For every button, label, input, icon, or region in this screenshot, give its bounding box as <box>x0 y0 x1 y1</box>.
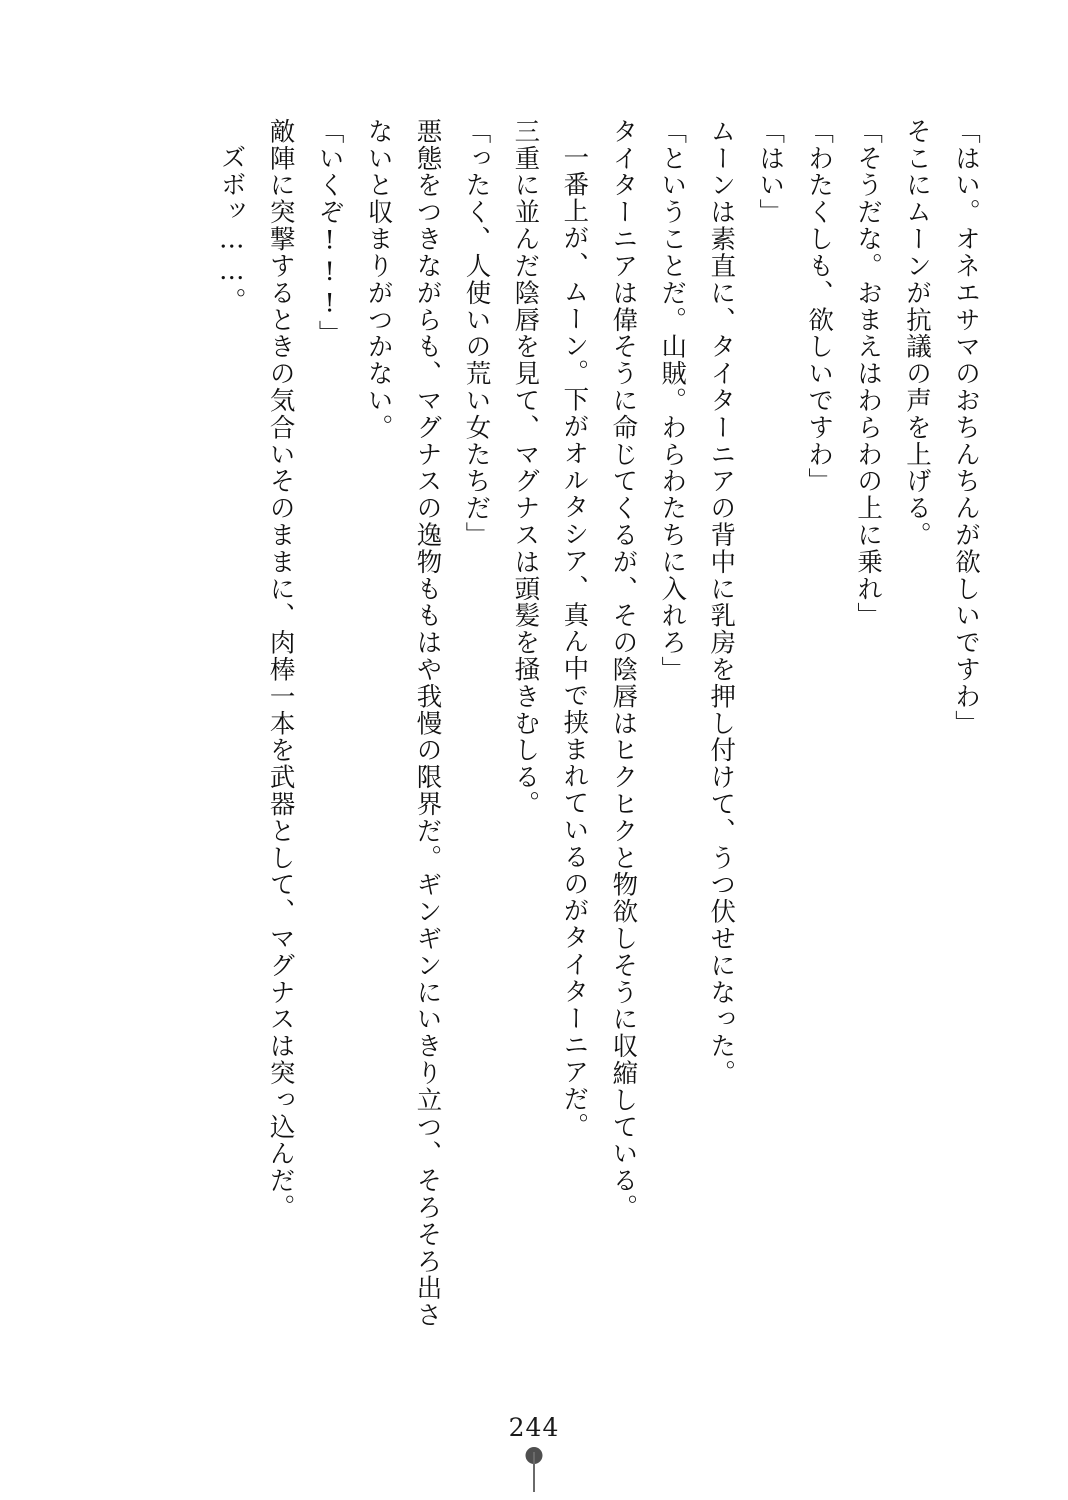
text-line: 敵陣に突撃するときの気合いそのままに、肉棒一本を武器として、マグナスは突っ込んだ。 <box>265 118 296 1222</box>
page-number: 244 <box>508 1413 560 1442</box>
text-line: 「はい」 <box>755 118 786 226</box>
body-text <box>130 118 990 1333</box>
text-line: 一番上が、ムーン。下がオルタシア、真ん中で挟まれているのがタイターニアだ。 <box>559 143 590 1139</box>
text-line: そこにムーンが抗議の声を上げる。 <box>902 118 933 549</box>
text-line: 「いくぞ!!!」 <box>314 118 345 347</box>
text-line: 「そうだな。おまえはわらわの上に乗れ」 <box>853 118 884 630</box>
text-line: ズボッ……。 <box>216 143 247 314</box>
text-line: タイターニアは偉そうに命じてくるが、その陰唇はヒクヒクと物欲しそうに収縮している。 <box>608 118 639 1222</box>
text-line: 「ということだ。山賊。わらわたちに入れろ」 <box>657 118 688 683</box>
text-line: 「はい。オネエサマのおちんちんが欲しいですわ」 <box>951 118 981 737</box>
text-line: 三重に並んだ陰唇を見て、マグナスは頭髪を掻きむしる。 <box>510 118 541 818</box>
binding-mark <box>533 1452 535 1492</box>
text-line: 悪態をつきながらも、マグナスの逸物ももはや我慢の限界だ。ギンギンにいきり立つ、そろそろ出さないと収まりがつかない。 <box>363 118 443 1329</box>
text-line: ムーンは素直に、タイターニアの背中に乳房を押し付けて、うつ伏せになった。 <box>706 118 737 1087</box>
text-line: 「わたくしも、欲しいですわ」 <box>804 118 835 495</box>
text-line: 「ったく、人使いの荒い女たちだ」 <box>461 118 492 549</box>
